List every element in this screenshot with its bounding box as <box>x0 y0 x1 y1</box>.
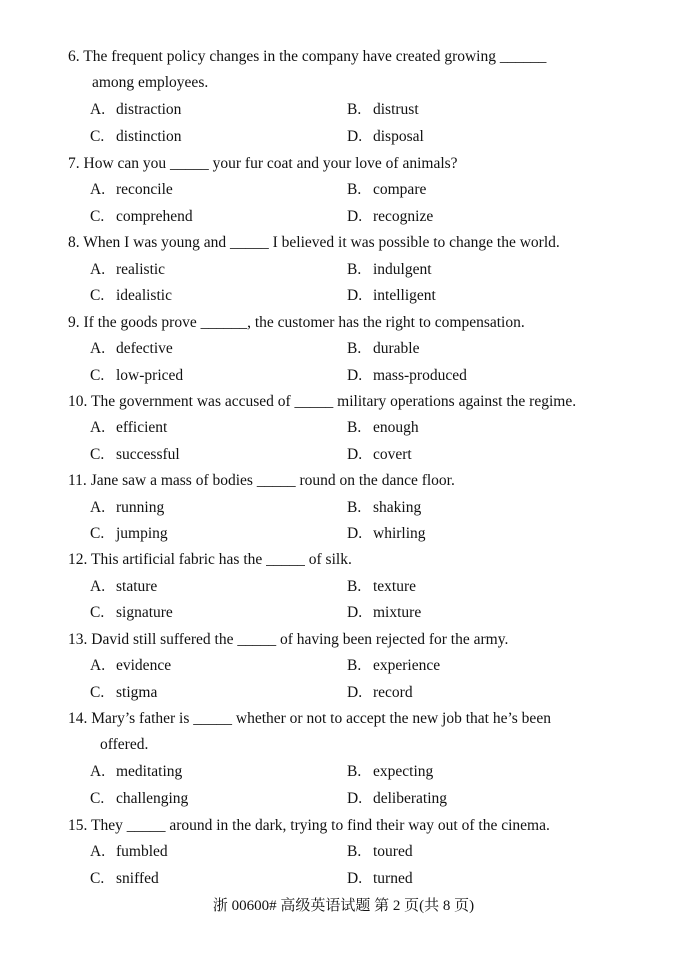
option-6-a <box>90 97 181 123</box>
option-text: sniffed <box>116 870 159 887</box>
option-text: meditating <box>116 763 183 780</box>
question-stem-continuation: offered. <box>100 736 149 753</box>
question-stem: The frequent policy changes in the company have created growing ______ <box>83 48 547 65</box>
question-number: 6. <box>68 48 80 65</box>
option-label: A. <box>90 419 106 436</box>
option-13-b <box>347 653 440 679</box>
question-stem: David still suffered the _____ of having been rejected for the army. <box>91 631 509 648</box>
option-10-d <box>347 442 412 468</box>
question-7 <box>68 151 624 177</box>
option-6-d <box>347 124 424 150</box>
option-label: A. <box>90 657 106 674</box>
option-label: C. <box>90 870 105 887</box>
option-label: D. <box>347 604 363 621</box>
option-text: turned <box>373 870 413 887</box>
option-label: C. <box>90 525 105 542</box>
option-label: D. <box>347 525 363 542</box>
option-label: D. <box>347 684 363 701</box>
option-8-c <box>90 283 172 309</box>
question-stem: When I was young and _____ I believed it was possible to change the world. <box>83 234 560 251</box>
option-9-b <box>347 336 419 362</box>
option-label: B. <box>347 261 362 278</box>
option-text: texture <box>373 578 417 595</box>
question-number: 12. <box>68 551 88 568</box>
question-stem: How can you _____ your fur coat and your love of animals? <box>83 155 458 172</box>
option-12-d <box>347 600 421 626</box>
option-label: D. <box>347 128 363 145</box>
option-15-a <box>90 839 168 865</box>
option-label: A. <box>90 181 106 198</box>
option-label: C. <box>90 287 105 304</box>
option-label: B. <box>347 101 362 118</box>
question-stem: Mary’s father is _____ whether or not to accept the new job that he’s been <box>91 710 551 727</box>
option-text: intelligent <box>373 287 436 304</box>
question-stem: Jane saw a mass of bodies _____ round on the dance floor. <box>90 472 455 489</box>
option-text: jumping <box>116 525 168 542</box>
option-text: idealistic <box>116 287 172 304</box>
option-text: challenging <box>116 790 189 807</box>
question-12 <box>68 547 624 573</box>
option-label: A. <box>90 499 106 516</box>
option-text: low-priced <box>116 367 184 384</box>
option-text: realistic <box>116 261 166 278</box>
option-8-b <box>347 257 432 283</box>
option-text: distrust <box>373 101 419 118</box>
option-label: B. <box>347 657 362 674</box>
option-label: B. <box>347 181 362 198</box>
question-8 <box>68 230 624 256</box>
option-label: C. <box>90 208 105 225</box>
option-7-a <box>90 177 173 203</box>
option-label: C. <box>90 367 105 384</box>
option-text: stigma <box>116 684 158 701</box>
option-text: comprehend <box>116 208 193 225</box>
option-label: B. <box>347 763 362 780</box>
question-stem: This artificial fabric has the _____ of silk. <box>90 551 352 568</box>
option-text: running <box>116 499 165 516</box>
option-6-b <box>347 97 419 123</box>
option-label: C. <box>90 790 105 807</box>
option-10-a <box>90 415 167 441</box>
option-text: efficient <box>116 419 168 436</box>
option-13-a <box>90 653 171 679</box>
question-number: 8. <box>68 234 80 251</box>
option-text: record <box>373 684 413 701</box>
option-label: B. <box>347 340 362 357</box>
option-label: B. <box>347 419 362 436</box>
question-number: 9. <box>68 314 80 331</box>
option-label: A. <box>90 261 106 278</box>
option-10-c <box>90 442 180 468</box>
question-stem-continuation: among employees. <box>92 74 209 91</box>
option-label: B. <box>347 843 362 860</box>
question-number: 7. <box>68 155 80 172</box>
option-text: signature <box>116 604 173 621</box>
option-text: disposal <box>373 128 424 145</box>
option-text: reconcile <box>116 181 173 198</box>
option-14-b <box>347 759 433 785</box>
question-number: 15. <box>68 817 88 834</box>
option-text: durable <box>373 340 420 357</box>
option-text: shaking <box>373 499 422 516</box>
option-13-d <box>347 680 413 706</box>
question-stem: They _____ around in the dark, trying to find their way out of the cinema. <box>90 817 550 834</box>
option-8-a <box>90 257 165 283</box>
option-label: D. <box>347 208 363 225</box>
page-footer: 浙 00600# 高级英语试题 第 2 页(共 8 页) <box>212 898 475 914</box>
option-label: A. <box>90 578 106 595</box>
option-text: evidence <box>116 657 172 674</box>
question-9 <box>68 310 624 336</box>
option-11-d <box>347 521 426 547</box>
option-label: A. <box>90 340 106 357</box>
option-text: distraction <box>116 101 182 118</box>
option-label: A. <box>90 843 106 860</box>
option-text: successful <box>116 446 180 463</box>
question-number: 14. <box>68 710 88 727</box>
option-9-a <box>90 336 173 362</box>
question-stem: If the goods prove ______, the customer has the right to compensation. <box>83 314 525 331</box>
option-label: A. <box>90 101 106 118</box>
option-text: expecting <box>373 763 434 780</box>
option-text: indulgent <box>373 261 432 278</box>
option-11-c <box>90 521 168 547</box>
question-number: 10. <box>68 393 88 410</box>
question-number: 11. <box>68 472 87 489</box>
option-text: experience <box>373 657 441 674</box>
option-14-c <box>90 786 188 812</box>
question-15 <box>68 813 624 839</box>
option-label: D. <box>347 446 363 463</box>
option-text: covert <box>373 446 412 463</box>
option-text: recognize <box>373 208 434 225</box>
option-12-a <box>90 574 157 600</box>
option-text: defective <box>116 340 173 357</box>
option-15-d <box>347 866 413 892</box>
question-10 <box>68 389 624 415</box>
option-13-c <box>90 680 157 706</box>
option-11-a <box>90 495 164 521</box>
question-13 <box>68 627 624 653</box>
question-11 <box>68 468 624 494</box>
question-number: 13. <box>68 631 88 648</box>
option-label: C. <box>90 684 105 701</box>
option-label: C. <box>90 604 105 621</box>
option-9-d <box>347 363 467 389</box>
option-15-b <box>347 839 413 865</box>
option-text: distinction <box>116 128 182 145</box>
option-11-b <box>347 495 421 521</box>
option-label: D. <box>347 870 363 887</box>
option-text: whirling <box>373 525 426 542</box>
option-14-d <box>347 786 447 812</box>
option-7-b <box>347 177 426 203</box>
option-label: B. <box>347 499 362 516</box>
option-10-b <box>347 415 419 441</box>
option-label: B. <box>347 578 362 595</box>
option-label: C. <box>90 446 105 463</box>
option-15-c <box>90 866 159 892</box>
option-label: D. <box>347 287 363 304</box>
option-label: D. <box>347 367 363 384</box>
option-text: compare <box>373 181 427 198</box>
option-label: A. <box>90 763 106 780</box>
option-text: mass-produced <box>373 367 467 384</box>
option-label: D. <box>347 790 363 807</box>
option-text: mixture <box>373 604 422 621</box>
option-text: enough <box>373 419 419 436</box>
question-6 <box>68 44 624 96</box>
option-text: toured <box>373 843 413 860</box>
option-8-d <box>347 283 436 309</box>
option-6-c <box>90 124 181 150</box>
option-9-c <box>90 363 183 389</box>
option-text: deliberating <box>373 790 448 807</box>
question-14 <box>68 706 624 758</box>
option-12-c <box>90 600 173 626</box>
option-12-b <box>347 574 416 600</box>
option-text: fumbled <box>116 843 168 860</box>
option-text: stature <box>116 578 158 595</box>
option-7-d <box>347 204 433 230</box>
option-14-a <box>90 759 182 785</box>
option-7-c <box>90 204 193 230</box>
option-label: C. <box>90 128 105 145</box>
question-stem: The government was accused of _____ military operations against the regime. <box>90 393 577 410</box>
